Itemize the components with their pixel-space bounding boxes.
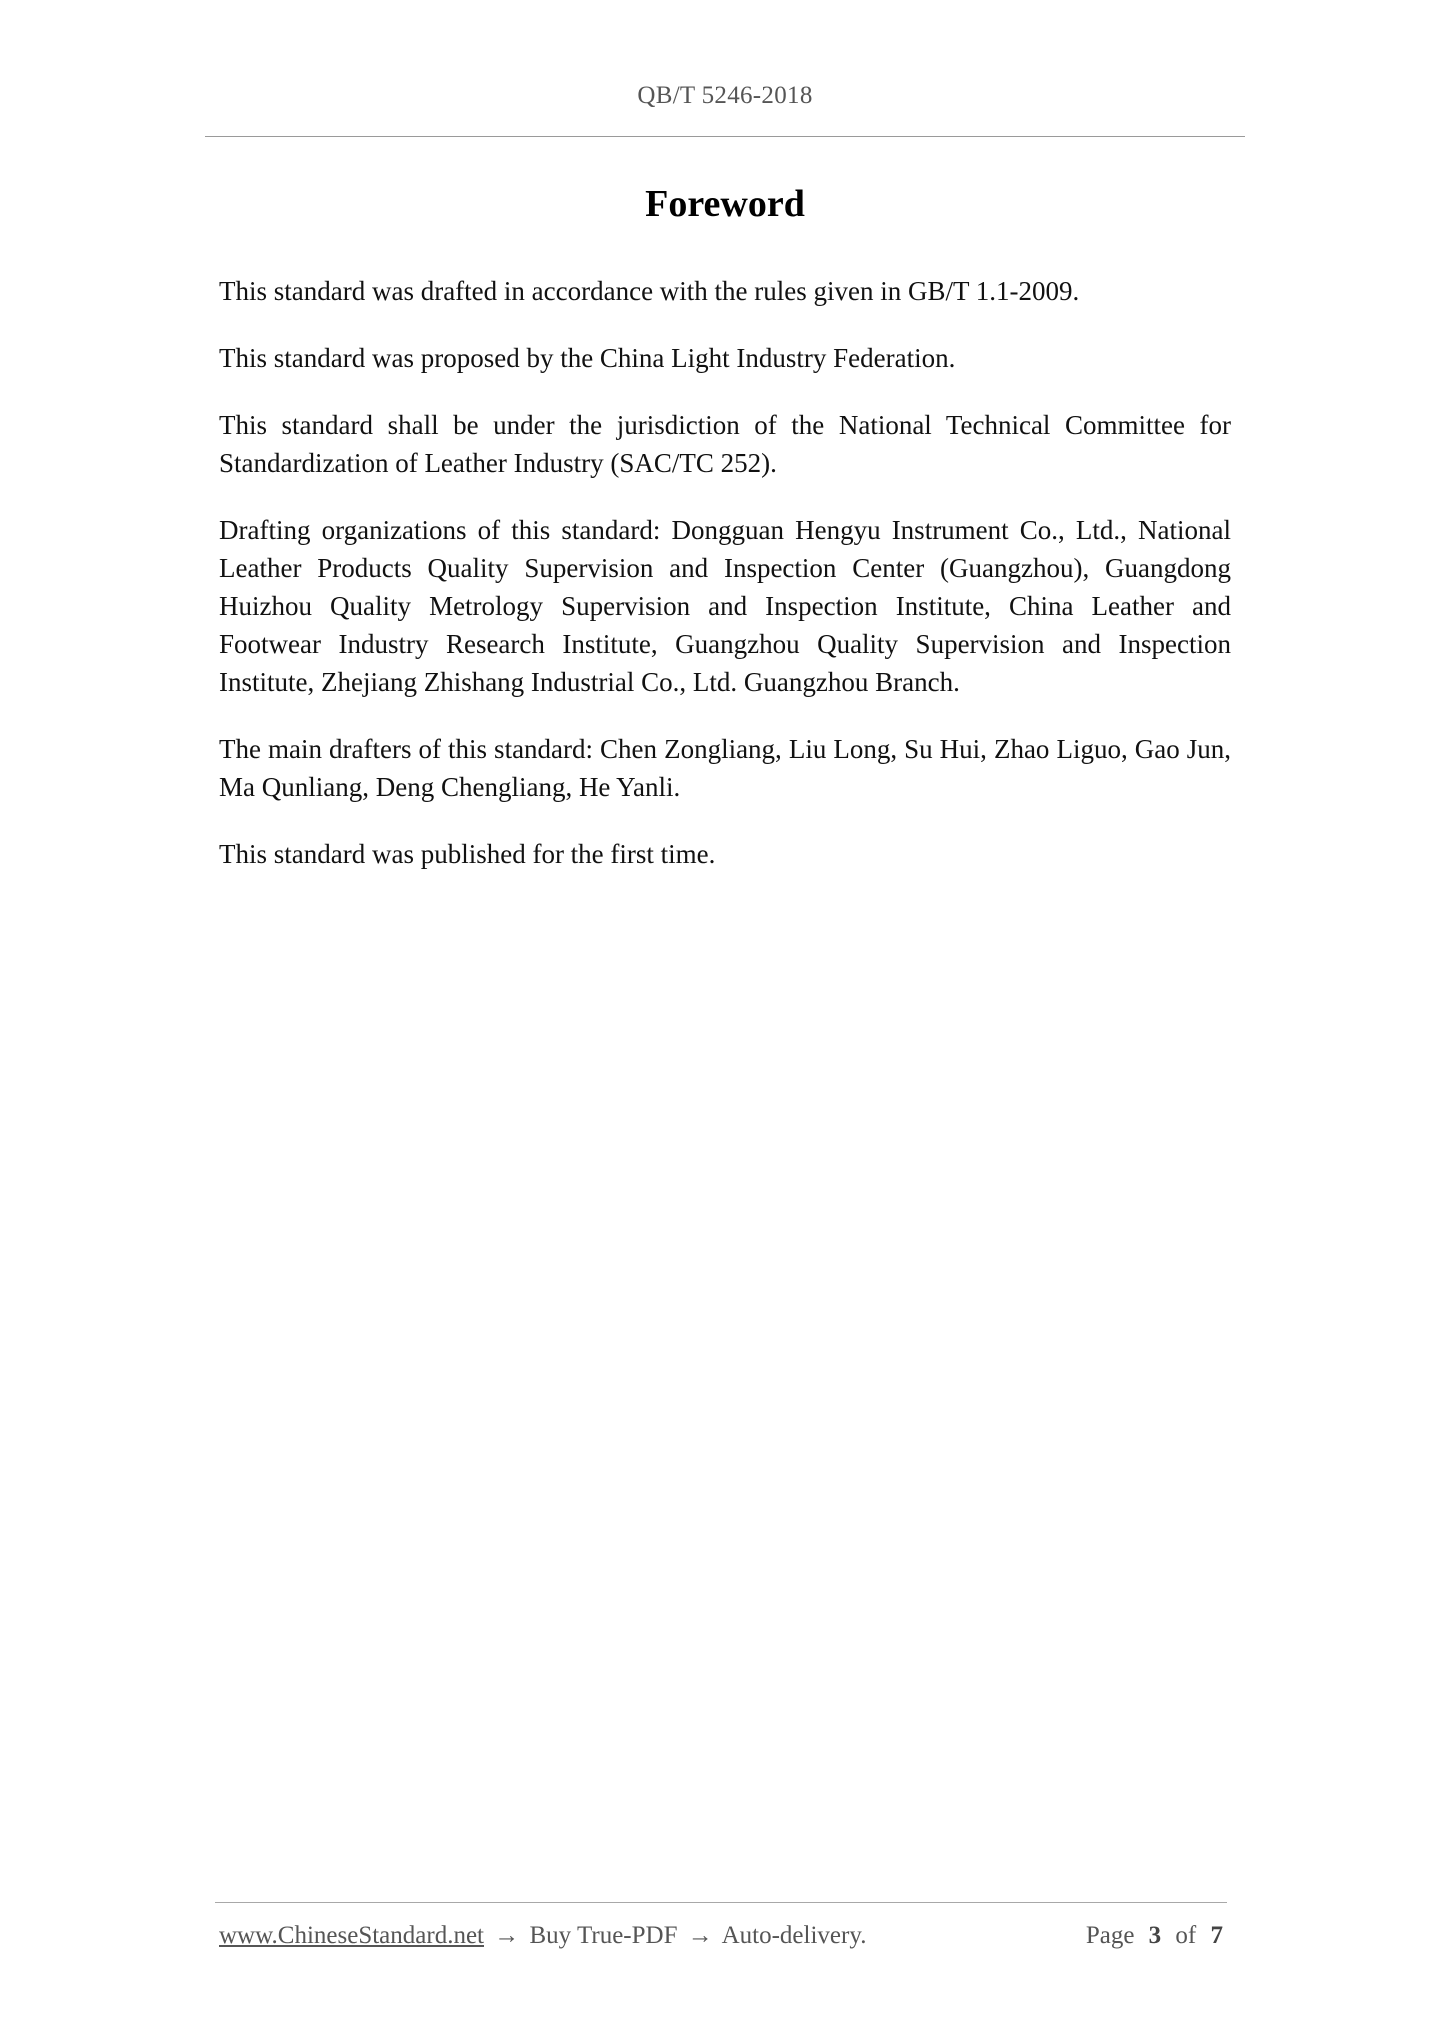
paragraph-publication-note: This standard was published for the first time. (219, 839, 716, 869)
header-divider (205, 136, 1245, 137)
paragraph-proposer: This standard was proposed by the China Light Industry Federation. (219, 343, 956, 373)
paragraph-jurisdiction: This standard shall be under the jurisdiction of the National Technical Committee for Standardization of Leather Industry (SAC/TC 252). (219, 410, 1231, 478)
paragraph-main-drafters: The main drafters of this standard: Chen Zongliang, Liu Long, Su Hui, Zhao Liguo, Gao Jun, Ma Qunliang, Deng Chengliang, He Yanli. (219, 734, 1231, 802)
document-id-header: QB/T 5246-2018 (637, 82, 813, 109)
paragraph-drafting-rules: This standard was drafted in accordance with the rules given in GB/T 1.1-2009. (219, 276, 1080, 306)
page-title: Foreword (645, 183, 805, 225)
footer-divider (215, 1902, 1227, 1903)
page-total: 7 (1210, 1922, 1223, 1949)
page-number: 3 (1148, 1922, 1162, 1949)
page-label: Page (1085, 1922, 1135, 1949)
auto-delivery-text: Auto-delivery. (721, 1922, 867, 1949)
arrow-right-icon: → (687, 1922, 713, 1949)
foreword-body (219, 272, 1231, 902)
of-label: of (1175, 1922, 1197, 1949)
arrow-right-icon: → (494, 1922, 520, 1949)
paragraph-drafting-organizations: Drafting organizations of this standard: Dongguan Hengyu Instrument Co., Ltd., National Leather Products Quality Supervision and Inspection Center (Guangzhou), Guangdong Huizhou Quality Metrology Supervision and Inspection Institute, China Leather and Footwear Industry Research Institute, Guangzhou Quality Supervision and Inspection Institute, Zhejiang Zhishang Industrial Co., Ltd. Guangzhou Branch. (219, 515, 1231, 697)
page-indicator (1086, 1922, 1223, 1950)
website-link[interactable]: www.ChineseStandard.net (219, 1922, 484, 1949)
buy-true-pdf-text: Buy True-PDF (529, 1922, 678, 1949)
footer-purchase-info (219, 1922, 866, 1950)
